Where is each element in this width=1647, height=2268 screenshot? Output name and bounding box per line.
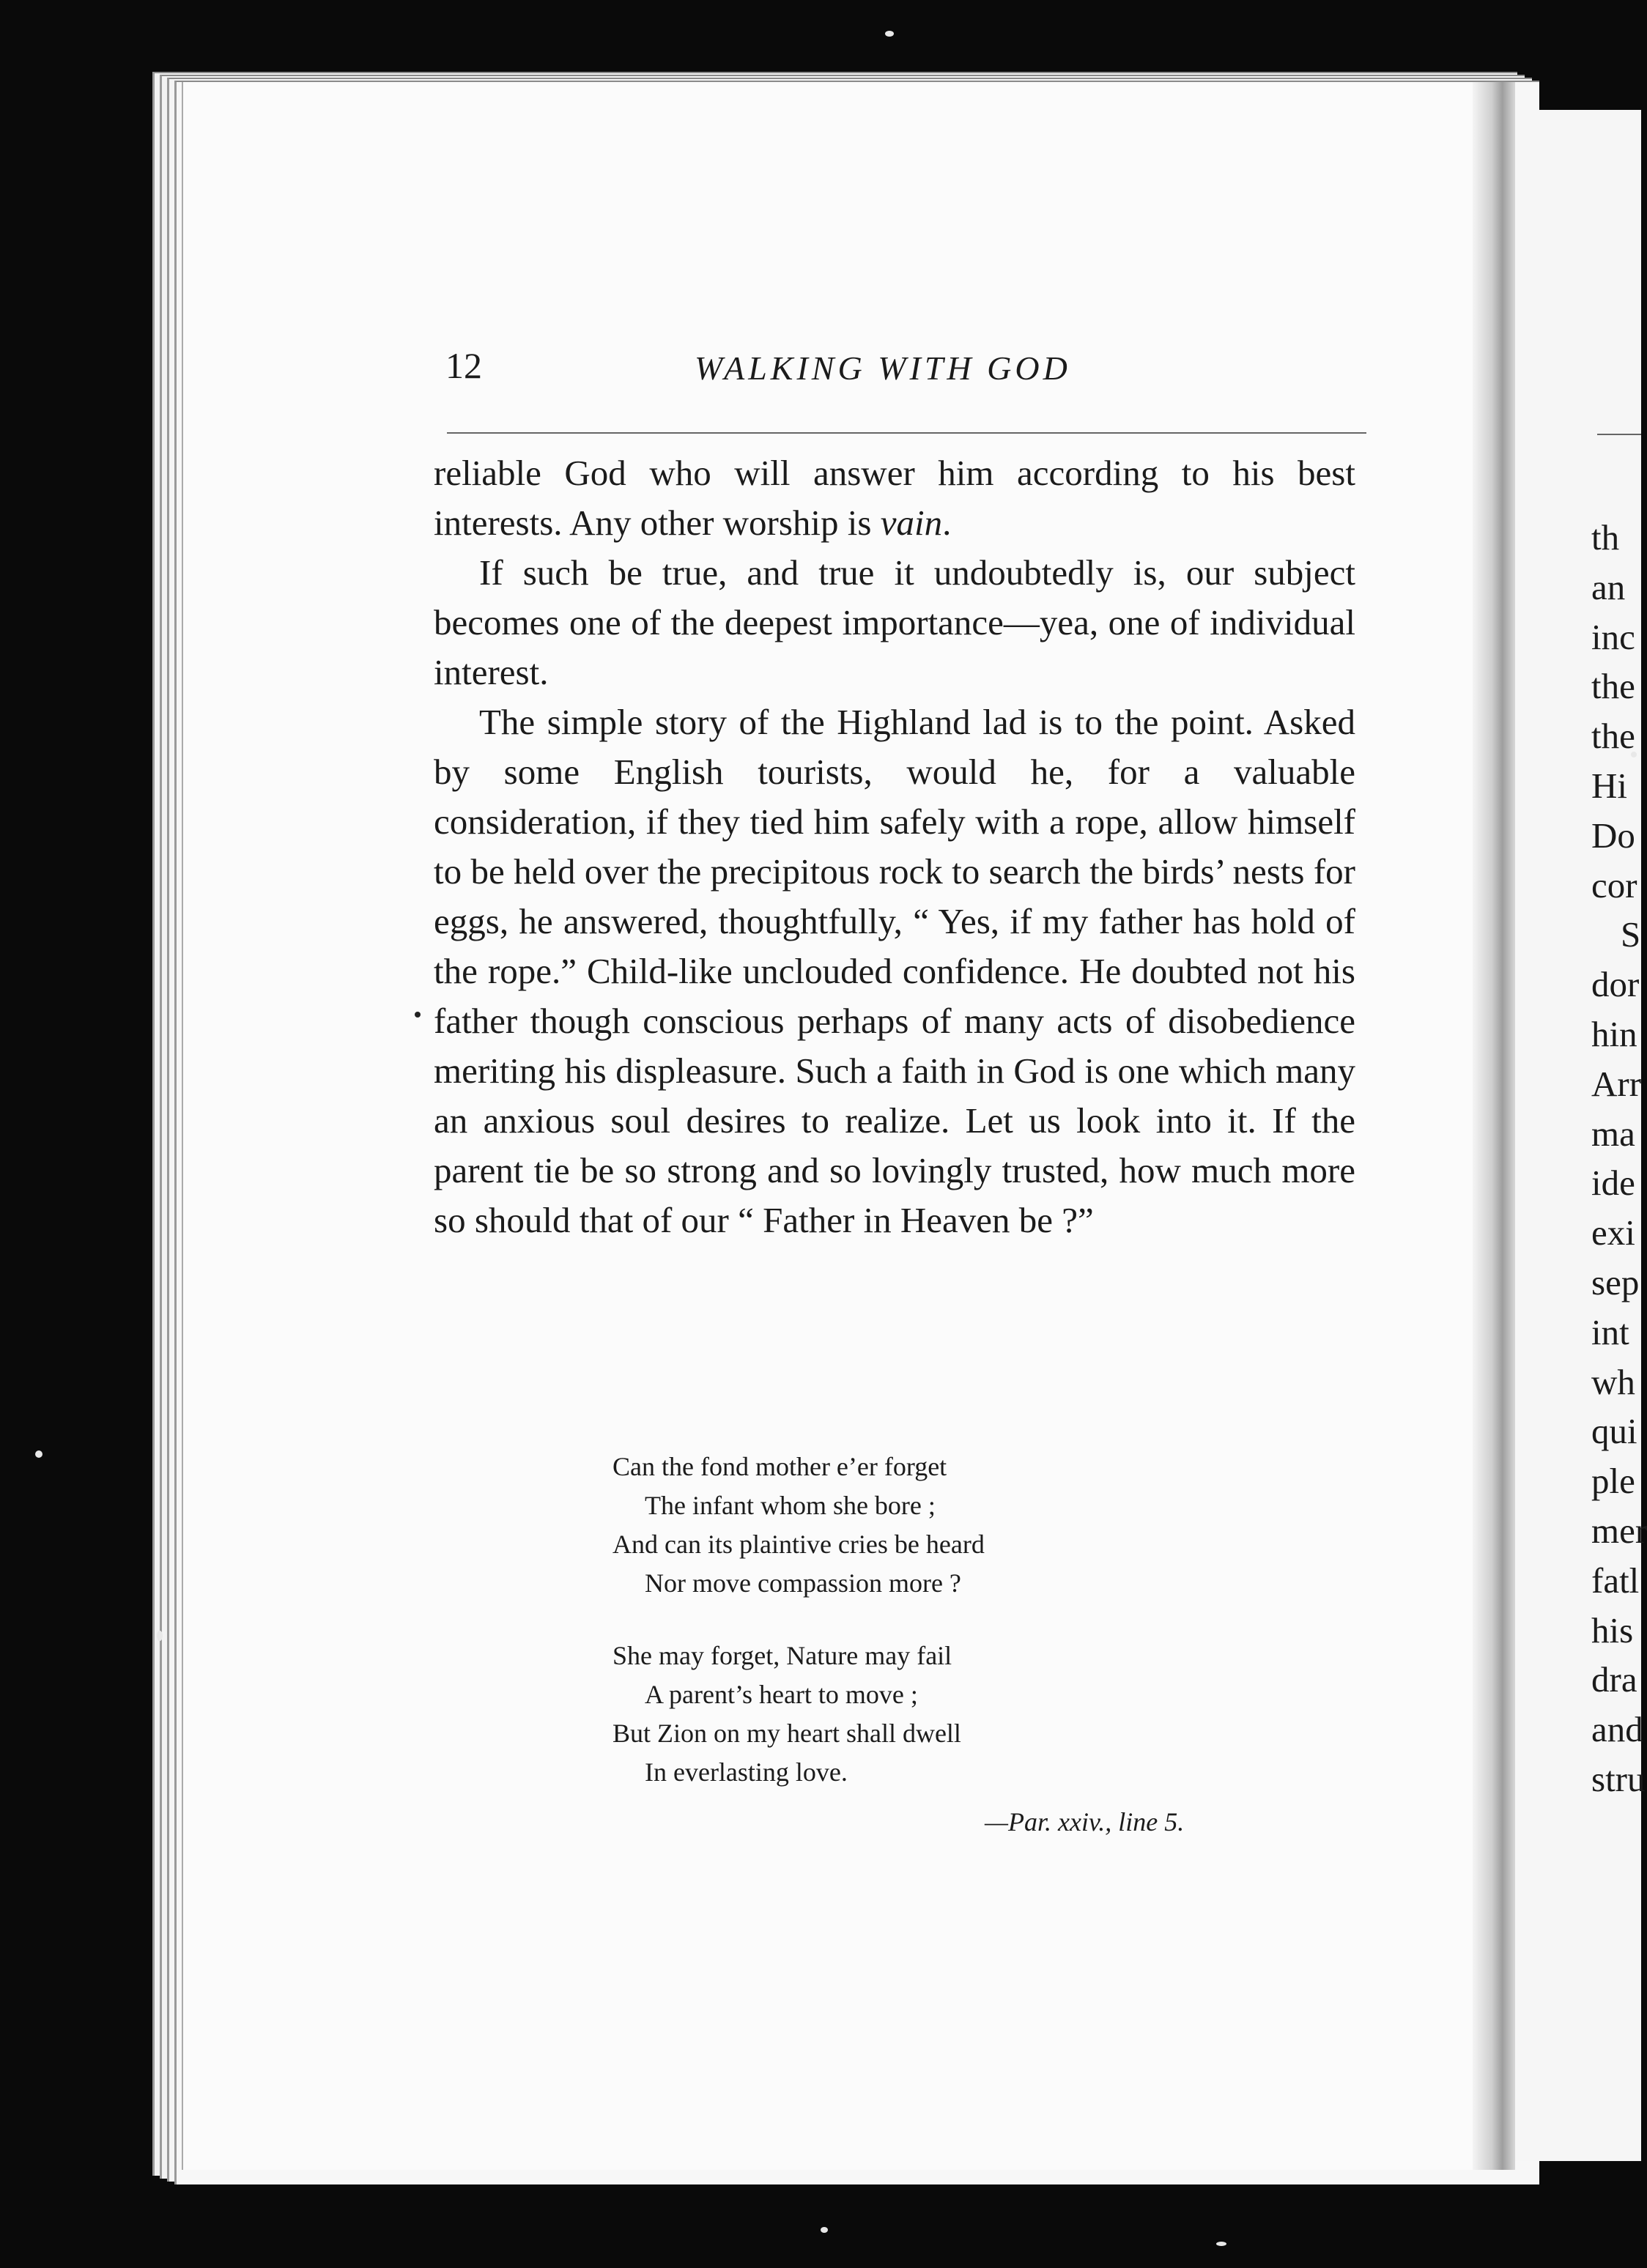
facing-fragment: int: [1591, 1311, 1629, 1352]
facing-fragment: mer: [1591, 1510, 1647, 1551]
poem: [612, 1448, 1125, 1826]
facing-fragment: the: [1591, 716, 1635, 757]
facing-fragment: inc: [1591, 616, 1635, 657]
poem-line: But Zion on my heart shall dwell: [612, 1719, 961, 1748]
facing-fragment: ple: [1591, 1461, 1635, 1502]
poem-line: A parent’s heart to move ;: [645, 1680, 918, 1709]
facing-fragment: and: [1591, 1709, 1643, 1750]
book-gutter: [1473, 82, 1515, 2170]
page-number: 12: [445, 345, 482, 386]
poem-line: Can the fond mother e’er forget: [612, 1452, 947, 1481]
running-head: [445, 344, 1369, 396]
facing-fragment: Arr: [1591, 1063, 1642, 1104]
poem-line: The infant whom she bore ;: [645, 1491, 936, 1520]
paragraph: The simple story of the Highland lad is to the point. Asked by some English tourists, would he, for a valuable consideration, if they tied him safely with a rope, allow himself to be held over the precipitous rock to search the birds’ nests for eggs, he answered, thoughtfully, “ Yes, if my father has hold of the rope.” Child-like unclouded confidence. He doubted not his father though conscious perhaps of many acts of disobedience meriting his displeasure. Such a faith in God is one which many an anxious soul desires to realize. Let us look into it. If the parent tie be so strong and so lovingly trusted, how much more so should that of our “ Father in Heaven be ?”: [434, 702, 1355, 1240]
poem-line: And can its plaintive cries be heard: [612, 1530, 985, 1559]
body-text: [434, 448, 1355, 1245]
poem-line: Nor move compassion more ?: [645, 1568, 961, 1598]
facing-fragment: ma: [1591, 1113, 1635, 1154]
header-rule: [447, 432, 1366, 434]
paragraph: If such be true, and true it undoubtedly is, our subject becomes one of the deepest importance—yea, one of individual interest.: [434, 552, 1355, 692]
poem-line: In everlasting love.: [645, 1757, 848, 1787]
emphasis: vain: [880, 503, 943, 543]
facing-fragment: Hi: [1591, 765, 1627, 806]
facing-fragment: wh: [1591, 1361, 1635, 1402]
facing-fragment: ide: [1591, 1163, 1635, 1204]
facing-fragment: an: [1591, 566, 1626, 607]
facing-fragment: Do: [1591, 815, 1635, 856]
margin-mark: [415, 1012, 421, 1018]
facing-header-rule: [1597, 434, 1641, 435]
poem-citation: —Par. xxiv., line 5.: [985, 1807, 1185, 1837]
poem-line: She may forget, Nature may fail: [612, 1641, 952, 1670]
facing-fragment: S: [1621, 914, 1641, 955]
facing-fragment: th: [1591, 517, 1620, 557]
facing-fragment: the: [1591, 666, 1635, 707]
facing-fragment: qui: [1591, 1411, 1637, 1452]
facing-fragment: fatl: [1591, 1560, 1640, 1601]
running-title: WALKING WITH GOD: [695, 349, 1071, 387]
poem-stanza: [612, 1448, 1125, 1603]
facing-page-text: [1591, 513, 1647, 1804]
paragraph: reliable God who will answer him according to his best interests. Any other worship is vain.: [434, 453, 1355, 543]
poem-stanza: [612, 1637, 1125, 1792]
facing-fragment: his: [1591, 1609, 1634, 1650]
facing-fragment: stru: [1591, 1758, 1646, 1799]
facing-fragment: dra: [1591, 1659, 1637, 1700]
facing-fragment: exi: [1591, 1212, 1635, 1253]
facing-fragment: sep: [1591, 1261, 1640, 1302]
facing-fragment: hin: [1591, 1013, 1637, 1054]
facing-fragment: dor: [1591, 964, 1640, 1005]
facing-fragment: cor: [1591, 864, 1637, 905]
